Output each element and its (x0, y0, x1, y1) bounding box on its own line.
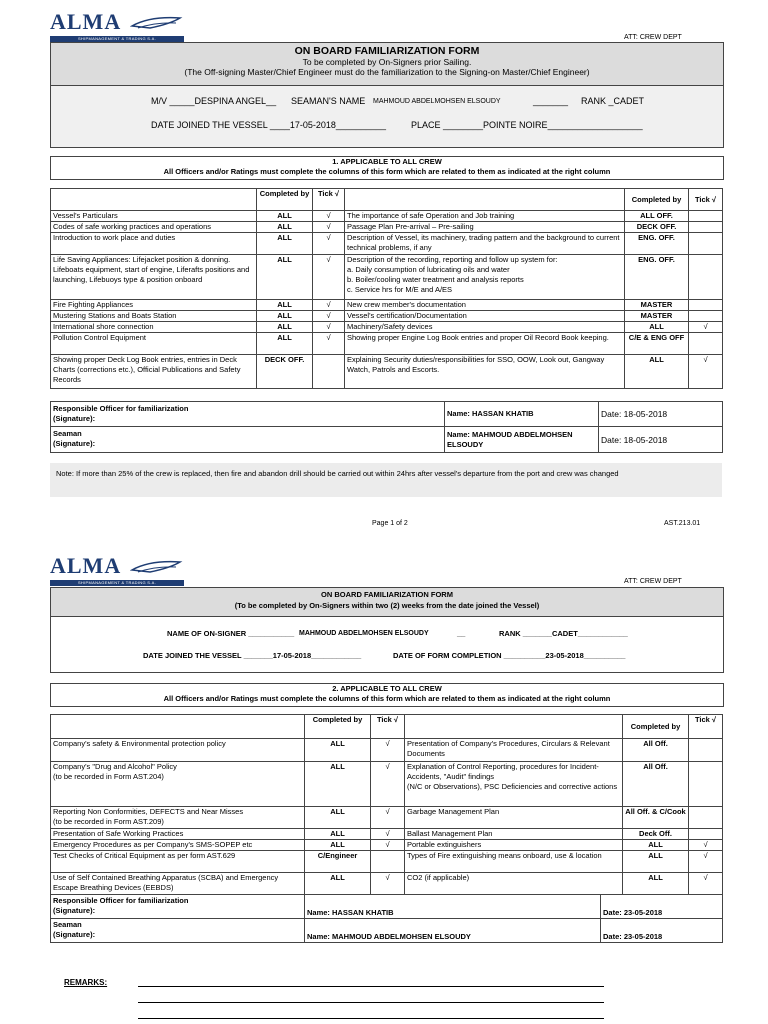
row-tick-left[interactable]: √ (313, 222, 345, 233)
row-tick-right[interactable] (689, 211, 723, 222)
table-row (51, 840, 723, 851)
row-tick-right[interactable]: √ (689, 322, 723, 333)
row-item-text: Company's "Drug and Alcohol" Policy (53, 762, 177, 771)
company-logo (50, 553, 184, 586)
row-tick-left[interactable]: √ (313, 233, 345, 255)
form-subtitle-2: (The Off-signing Master/Chief Engineer must do the familiarization to the Signing-on Master/Chief Engineer) (184, 67, 590, 77)
table-row (51, 233, 723, 255)
row-item-left: Codes of safe working practices and operations (51, 222, 257, 233)
row-tick-right[interactable] (689, 762, 723, 807)
resp-officer-label (51, 895, 305, 919)
row-item-left: Emergency Procedures as per Company's SMS-SOPEP etc (51, 840, 305, 851)
seaman-date: Date: 18-05-2018 (599, 427, 723, 453)
seaman-signature[interactable]: (Signature): (53, 439, 96, 448)
resp-officer-signature[interactable]: (Signature): (53, 414, 96, 423)
table-row (51, 807, 723, 829)
table-row (51, 333, 723, 355)
row-item-right: Portable extinguishers (405, 840, 623, 851)
header-completed-by: Completed by (305, 715, 371, 739)
resp-officer-title: Responsible Officer for familiarization (53, 404, 189, 413)
row-item-right: Ballast Management Plan (405, 829, 623, 840)
logo-letters: ALMA (50, 553, 122, 578)
row-completed-right: All Off. (623, 739, 689, 762)
remarks-label: REMARKS: (64, 978, 108, 987)
row-item-left: Fire Fighting Appliances (51, 300, 257, 311)
row-completed-right: ENG. OFF. (625, 255, 689, 300)
row-item-left: Life Saving Appliances: Lifejacket position & donning. Lifeboats equipment, start of engine, Liferafts positions and launching, Lifebuoys type & position onboard (51, 255, 257, 300)
row-completed-left: ALL (257, 233, 313, 255)
row-tick-right[interactable] (689, 807, 723, 829)
seaman-name: Name: MAHMOUD ABDELMOHSEN ELSOUDY (305, 919, 601, 943)
row-completed-left: ALL (257, 300, 313, 311)
date-joined-line-2: DATE JOINED THE VESSEL _______17-05-2018____________ (143, 651, 362, 660)
resp-officer-name: Name: HASSAN KHATIB (445, 402, 599, 427)
company-logo (50, 9, 184, 42)
row-completed-left: ALL (257, 222, 313, 233)
row-tick-left[interactable]: √ (313, 211, 345, 222)
row-completed-right: ENG. OFF. (625, 233, 689, 255)
header-tick-right: Tick √ (689, 189, 723, 211)
row-item-text: Company's safety & Environmental protection policy (53, 739, 226, 748)
row-item-left (51, 739, 305, 762)
table-row (51, 255, 723, 300)
header-cell-blank (345, 189, 625, 211)
seaman-title: Seaman (53, 429, 82, 438)
row-completed-right: ALL (623, 840, 689, 851)
remarks-line-2[interactable] (138, 1002, 604, 1003)
row-completed-right: ALL (623, 873, 689, 895)
table-header-row (51, 715, 723, 739)
section-1-subtitle: All Officers and/or Ratings must complete the columns of this form which are related to them as indicated at the right column (163, 167, 611, 176)
row-completed-right: All Off. (623, 762, 689, 807)
row-completed-right: DECK OFF. (625, 222, 689, 233)
row-item-left: International shore connection (51, 322, 257, 333)
row-tick-right[interactable]: √ (689, 851, 723, 873)
row-completed-right: All Off. & C/Cook (623, 807, 689, 829)
row-tick-right[interactable] (689, 233, 723, 255)
row-item-left (51, 807, 305, 829)
row-item-right: Vessel's certification/Documentation (345, 311, 625, 322)
note-box: Note: If more than 25% of the crew is replaced, then fire and abandon drill should be carried out within 24hrs after vessel's departure from the port and crew was changed (50, 463, 722, 497)
resp-officer-signature[interactable]: (Signature): (53, 906, 96, 915)
row-completed-right: C/E & ENG OFF (625, 333, 689, 355)
resp-officer-name: Name: HASSAN KHATIB (305, 895, 601, 919)
row-completed-left: ALL (305, 840, 371, 851)
row-tick-left[interactable]: √ (371, 840, 405, 851)
row-completed-right: ALL OFF. (625, 211, 689, 222)
form-title-2: ON BOARD FAMILIARIZATION FORM (321, 590, 453, 599)
section-2-title: 2. APPLICABLE TO ALL CREW (332, 684, 442, 693)
att-crew-dept: ATT: CREW DEPT (624, 34, 682, 41)
seaman-row (51, 919, 723, 943)
header-box (50, 42, 724, 148)
row-item-left: Pollution Control Equipment (51, 333, 257, 355)
row-item-right: Showing proper Engine Log Book entries and proper Oil Record Book keeping. (345, 333, 625, 355)
table-row (51, 762, 723, 807)
row-tick-left[interactable]: √ (371, 762, 405, 807)
on-signer-blank: __ (457, 629, 466, 638)
seaman-label (51, 919, 305, 943)
row-item-right: Machinery/Safety devices (345, 322, 625, 333)
form-subtitle-1: To be completed by On-Signers prior Sailing. (302, 57, 472, 67)
row-completed-right: MASTER (625, 311, 689, 322)
row-tick-right[interactable] (689, 829, 723, 840)
row-item-note: (to be recorded in Form AST.204) (53, 772, 164, 781)
logo-tagline: SHIPMANAGEMENT & TRADING S.A. (50, 580, 184, 586)
seaman-row (51, 427, 723, 453)
ship-logo-icon (130, 12, 184, 34)
row-item-left: Vessel's Particulars (51, 211, 257, 222)
row-item-left (51, 762, 305, 807)
on-signer-label: NAME OF ON-SIGNER ___________ (167, 629, 295, 638)
row-item-right: Presentation of Company's Procedures, Circulars & Relevant Documents (405, 739, 623, 762)
table-row (51, 873, 723, 895)
form-code: AST.213.01 (664, 520, 701, 527)
row-item-right: The importance of safe Operation and Job training (345, 211, 625, 222)
table-header-row (51, 189, 723, 211)
seaman-name-blank: _______ (533, 96, 569, 106)
row-tick-left[interactable] (313, 355, 345, 389)
row-tick-right[interactable] (689, 222, 723, 233)
resp-officer-row (51, 895, 723, 919)
place-line: PLACE ________POINTE NOIRE___________________ (411, 120, 643, 130)
row-tick-left[interactable]: √ (313, 322, 345, 333)
row-tick-left[interactable]: √ (313, 311, 345, 322)
header-completed-by-right: Completed by (625, 189, 689, 211)
resp-officer-date: Date: 23-05-2018 (601, 895, 723, 919)
table-row (51, 739, 723, 762)
row-item-right: CO2 (if applicable) (405, 873, 623, 895)
row-tick-left[interactable]: √ (371, 739, 405, 762)
resp-officer-title: Responsible Officer for familiarization (53, 896, 189, 905)
row-completed-right: ALL (623, 851, 689, 873)
row-completed-right: MASTER (625, 300, 689, 311)
row-completed-left: ALL (305, 829, 371, 840)
row-tick-right[interactable] (689, 333, 723, 355)
row-item-left: Mustering Stations and Boats Station (51, 311, 257, 322)
section-1-title: 1. APPLICABLE TO ALL CREW (332, 157, 442, 166)
row-tick-left[interactable]: √ (371, 873, 405, 895)
form-title: ON BOARD FAMILIARIZATION FORM (294, 45, 480, 57)
resp-officer-label (51, 402, 445, 427)
table-row (51, 311, 723, 322)
row-completed-left: ALL (305, 762, 371, 807)
row-tick-left[interactable]: √ (313, 333, 345, 355)
row-completed-left: ALL (257, 333, 313, 355)
row-item-left: Introduction to work place and duties (51, 233, 257, 255)
header-title-area-2 (51, 588, 723, 617)
resp-officer-date: Date: 18-05-2018 (599, 402, 723, 427)
form-subtitle-2b: (To be completed by On-Signers within two (2) weeks from the date joined the Vessel) (234, 601, 540, 610)
row-item-right: Garbage Management Plan (405, 807, 623, 829)
header-cell-blank (51, 715, 305, 739)
row-completed-left: ALL (257, 211, 313, 222)
header-cell-blank (405, 715, 623, 739)
row-item-text: Reporting Non Conformities, DEFECTS and Near Misses (53, 807, 244, 816)
section-2-header (50, 683, 724, 707)
rank-line: RANK _CADET (581, 96, 645, 106)
table-row (51, 829, 723, 840)
header-tick-right: Tick √ (689, 715, 723, 739)
checklist-table-1 (50, 188, 723, 389)
row-item-right: Explaining Security duties/responsibilities for SSO, OOW, Look out, Gangway Watch, Patrols and Escorts. (345, 355, 625, 389)
seaman-signature[interactable]: (Signature): (53, 930, 96, 939)
row-item-left: Showing proper Deck Log Book entries, entries in Deck Charts (corrections etc.), Official Publications and Safety Records (51, 355, 257, 389)
row-completed-right: ALL (625, 355, 689, 389)
row-completed-left: C/Engineer (305, 851, 371, 873)
table-row (51, 222, 723, 233)
header-box-2 (50, 587, 724, 673)
table-row (51, 355, 723, 389)
seaman-label (51, 427, 445, 453)
row-tick-right[interactable] (689, 311, 723, 322)
remarks-line-1[interactable] (138, 986, 604, 987)
header-tick: Tick √ (371, 715, 405, 739)
seaman-name-value: MAHMOUD ABDELMOHSEN ELSOUDY (373, 98, 501, 105)
section-1-header (50, 156, 724, 180)
remarks-line-3[interactable] (138, 1018, 604, 1019)
att-crew-dept: ATT: CREW DEPT (624, 578, 682, 585)
row-tick-left[interactable]: √ (371, 829, 405, 840)
row-completed-left: ALL (305, 807, 371, 829)
row-tick-left[interactable]: √ (313, 300, 345, 311)
row-tick-left[interactable] (371, 851, 405, 873)
signature-table-1 (50, 401, 723, 453)
row-item-right: Types of Fire extinguishing means onboard, use & location (405, 851, 623, 873)
on-signer-name: MAHMOUD ABDELMOHSEN ELSOUDY (299, 630, 429, 637)
row-item-left: Use of Self Contained Breathing Apparatus (SCBA) and Emergency Escape Breathing Devices (EEBDS) (51, 873, 305, 895)
date-joined-line: DATE JOINED THE VESSEL ____17-05-2018__________ (151, 120, 386, 130)
signature-table-2 (50, 894, 723, 943)
row-completed-left: ALL (257, 311, 313, 322)
checklist-table-2 (50, 714, 723, 895)
row-tick-right[interactable]: √ (689, 355, 723, 389)
seaman-date: Date: 23-05-2018 (601, 919, 723, 943)
logo-letters: ALMA (50, 9, 122, 34)
seaman-title: Seaman (53, 920, 82, 929)
table-row (51, 322, 723, 333)
rank-line-2: RANK _______CADET____________ (499, 629, 628, 638)
row-tick-left[interactable]: √ (371, 807, 405, 829)
seaman-name: Name: MAHMOUD ABDELMOHSEN ELSOUDY (445, 427, 599, 453)
row-completed-left: DECK OFF. (257, 355, 313, 389)
section-2-subtitle: All Officers and/or Ratings must complete the columns of this form which are related to them as indicated at the right column (163, 694, 611, 703)
row-item-right: Passage Plan Pre-arrival – Pre-sailing (345, 222, 625, 233)
date-completion-line: DATE OF FORM COMPLETION __________23-05-2018__________ (393, 651, 626, 660)
resp-officer-row (51, 402, 723, 427)
header-cell-blank (51, 189, 257, 211)
ship-logo-icon (130, 556, 184, 578)
row-completed-left: ALL (257, 322, 313, 333)
row-item-note: (to be recorded in Form AST.209) (53, 817, 164, 826)
row-item-right: New crew member's documentation (345, 300, 625, 311)
table-row (51, 851, 723, 873)
header-completed-by: Completed by (257, 189, 313, 211)
row-completed-left: ALL (305, 739, 371, 762)
table-row (51, 300, 723, 311)
seaman-name-label: SEAMAN'S NAME (291, 96, 366, 106)
mv-line: M/V _____DESPINA ANGEL__ (151, 96, 277, 106)
row-completed-right: Deck Off. (623, 829, 689, 840)
row-item-right: Description of Vessel, its machinery, trading pattern and the background to current technical problems, if any (345, 233, 625, 255)
row-tick-right[interactable] (689, 739, 723, 762)
row-tick-right[interactable] (689, 255, 723, 300)
row-tick-right[interactable]: √ (689, 873, 723, 895)
row-tick-right[interactable]: √ (689, 840, 723, 851)
row-item-left: Test Checks of Critical Equipment as per form AST.629 (51, 851, 305, 873)
row-tick-right[interactable] (689, 300, 723, 311)
table-row (51, 211, 723, 222)
header-tick: Tick √ (313, 189, 345, 211)
page-number: Page 1 of 2 (372, 520, 408, 527)
row-completed-left: ALL (305, 873, 371, 895)
logo-tagline: SHIPMANAGEMENT & TRADING S.A. (50, 36, 184, 42)
row-completed-right: ALL (625, 322, 689, 333)
header-title-area (51, 43, 723, 86)
row-tick-left[interactable]: √ (313, 255, 345, 300)
header-completed-by-right: Completed by (623, 715, 689, 739)
row-completed-left: ALL (257, 255, 313, 300)
row-item-left: Presentation of Safe Working Practices (51, 829, 305, 840)
row-item-right: Description of the recording, reporting and follow up system for: a. Daily consumption of lubricating oils and water b. Boiler/cooling water treatment and analysis reports c. Service hrs for M/E and A/ES (345, 255, 625, 300)
row-item-right: Explanation of Control Reporting, procedures for Incident-Accidents, "Audit" findings (N/C or Observations), PSC Deficiencies and corrective actions (405, 762, 623, 807)
